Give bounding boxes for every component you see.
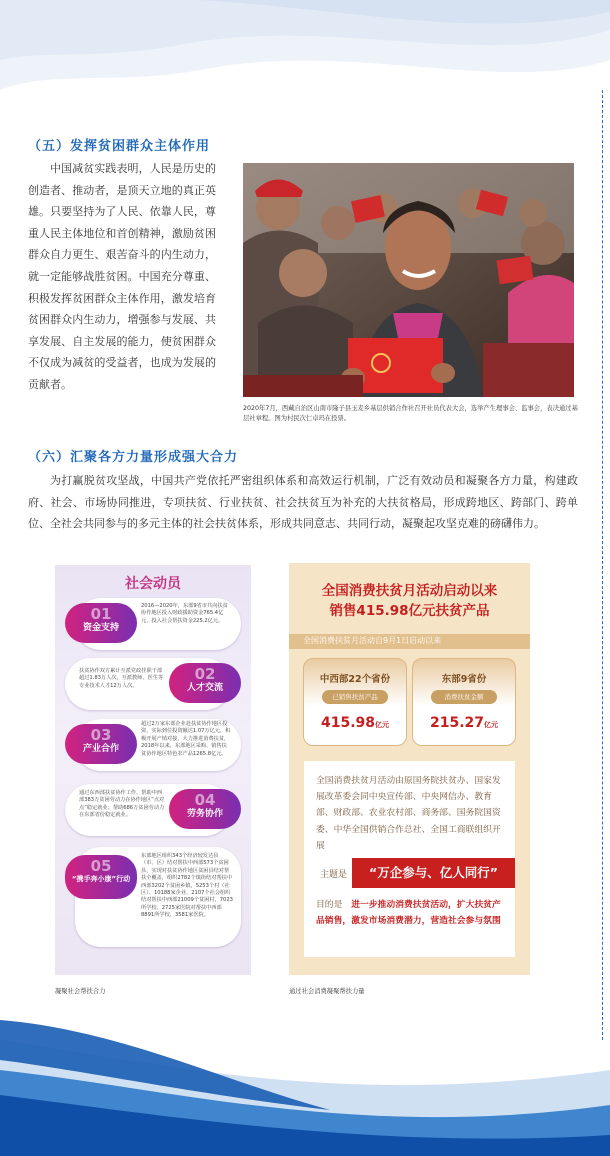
right-infographic-caption: 通过社会消费凝聚帮扶力量 xyxy=(289,988,365,995)
consumption-band: 全国消费扶贫月活动自9月1日启动以来 xyxy=(289,634,530,649)
item-pill: 02 人才交流 xyxy=(169,663,241,703)
item-pill: 03 产业合作 xyxy=(65,724,137,764)
stat-midwest: 中西部22个省份 已销售扶贫产品 415.98亿元 xyxy=(303,658,407,746)
section-6-title: （六）汇聚各方力量形成强大合力 xyxy=(28,450,239,465)
section-5-body: 中国减贫实践表明，人民是历史的创造者、推动者，是顶天立地的真正英雄。只要坚持为了人民、依靠人民，尊重人民主体地位和首创精神，激励贫困群众自力更生、艰苦奋斗的内生动力，就一定能够战胜贫困。中国充分尊重、积极发挥贫困群众主体作用，激发培育贫困群众内生动力，增强参与发展、共享发展、自主发展的能力，使贫困群众不仅成为减贫的受益者，也成为发展的贡献者。 xyxy=(28,162,216,391)
mobilization-item xyxy=(65,719,241,771)
infographic-title: 社会动员 xyxy=(125,576,181,592)
footer-wave-decoration xyxy=(0,1000,610,1156)
purpose-text: 目的是 进一步推动消费扶贫活动，扩大扶贫产品销售，激发市场消费潜力，营造社会参与氛围 xyxy=(316,900,501,926)
right-dashed-line xyxy=(602,90,603,1040)
mobilization-item xyxy=(65,658,241,710)
item-pill: 05 “携手奔小康”行动 xyxy=(65,855,137,899)
organizers-text: 全国消费扶贫月活动由原国务院扶贫办、国家发展改革委会同中央宣传部、中央网信办、教育部、财政部、农业农村部、商务部、国务院国资委、中华全国供销合作总社、全国工商联组织开展 xyxy=(316,776,501,851)
consumption-title-line2: 销售415.98亿元扶贫产品 xyxy=(329,603,490,619)
theme-banner: “万企参与、亿人同行” xyxy=(352,858,515,888)
social-mobilization-infographic xyxy=(55,565,251,975)
mobilization-item xyxy=(65,784,241,836)
mobilization-item xyxy=(65,847,241,947)
header-wave-decoration xyxy=(0,0,610,130)
item-text: 通过东西部扶贫协作工作，帮助中西部383万贫困劳动力在协作地区“点对点”稳定就业；帮助686万贫困劳动力在东部省份稳定就业。 xyxy=(79,790,165,819)
left-infographic-caption: 凝聚社会帮扶合力 xyxy=(55,988,106,995)
stat-east: 东部9省份 消费扶贫金额 215.27亿元 xyxy=(412,658,516,746)
item-text: 2016—2020年，东部9省市共向扶贫协作地区投入财政援助资金765.4亿元，投入社会帮扶资金225.2亿元。 xyxy=(141,603,228,624)
section-6-body: 为打赢脱贫攻坚战，中国共产党依托严密组织体系和高效运行机制，广泛有效动员和凝聚各方力量，构建政府、社会、市场协同推进，专项扶贫、行业扶贫、社会扶贫互为补充的大扶贫格局，形成跨地区、跨部门、跨单位、全社会共同参与的多元主体的社会扶贫体系，形成共同意志、共同行动，凝聚起攻坚克难的磅礴伟力。 xyxy=(28,474,578,531)
theme-label: 主题是 xyxy=(320,870,348,880)
section-5-title: （五）发挥贫困群众主体作用 xyxy=(28,139,211,154)
item-pill: 01 资金支持 xyxy=(65,603,137,643)
consumption-title-line1: 全国消费扶贫月活动启动以来 xyxy=(321,583,498,599)
mobilization-item xyxy=(65,598,241,650)
item-text: 东部地区组织343个经济较发达县（市、区）结对帮扶中西部573个贫困县，实现对扶贫协作地区贫困县结对帮扶全覆盖，组织2782个镇街结对帮扶中西部3202个贫困乡镇，5253个村（社区）、10188家企业、2107个社会组织结对帮扶中西部21009个贫困村，7023所学校、2725家医院对帮扶中西部8891所学校、3581家医院。 xyxy=(141,853,233,919)
voting-photo xyxy=(243,163,574,397)
item-text: 扶贫协作双方累计互派党政挂职干部超过1.83万人次，互派教师、医生等专业技术人才12万人次。 xyxy=(79,668,164,689)
item-pill: 04 劳务协作 xyxy=(169,789,241,829)
photo-caption: 2020年7月，西藏自治区山南市隆子县玉麦乡基层供销合作社召开社员代表大会，选举产生理事会、监事会，表决通过基层社章程。图为村民次仁卓玛在投票。 xyxy=(243,405,578,422)
item-text: 超过2万家东部企业赴扶贫协作地区投资，实际到位投资额达1.07万亿元，积极开展产销对接，大力推进消费扶贫，2018年以来，东部地区采购、销售扶贫协作地区特色农产品1265.8亿元。 xyxy=(141,721,231,757)
